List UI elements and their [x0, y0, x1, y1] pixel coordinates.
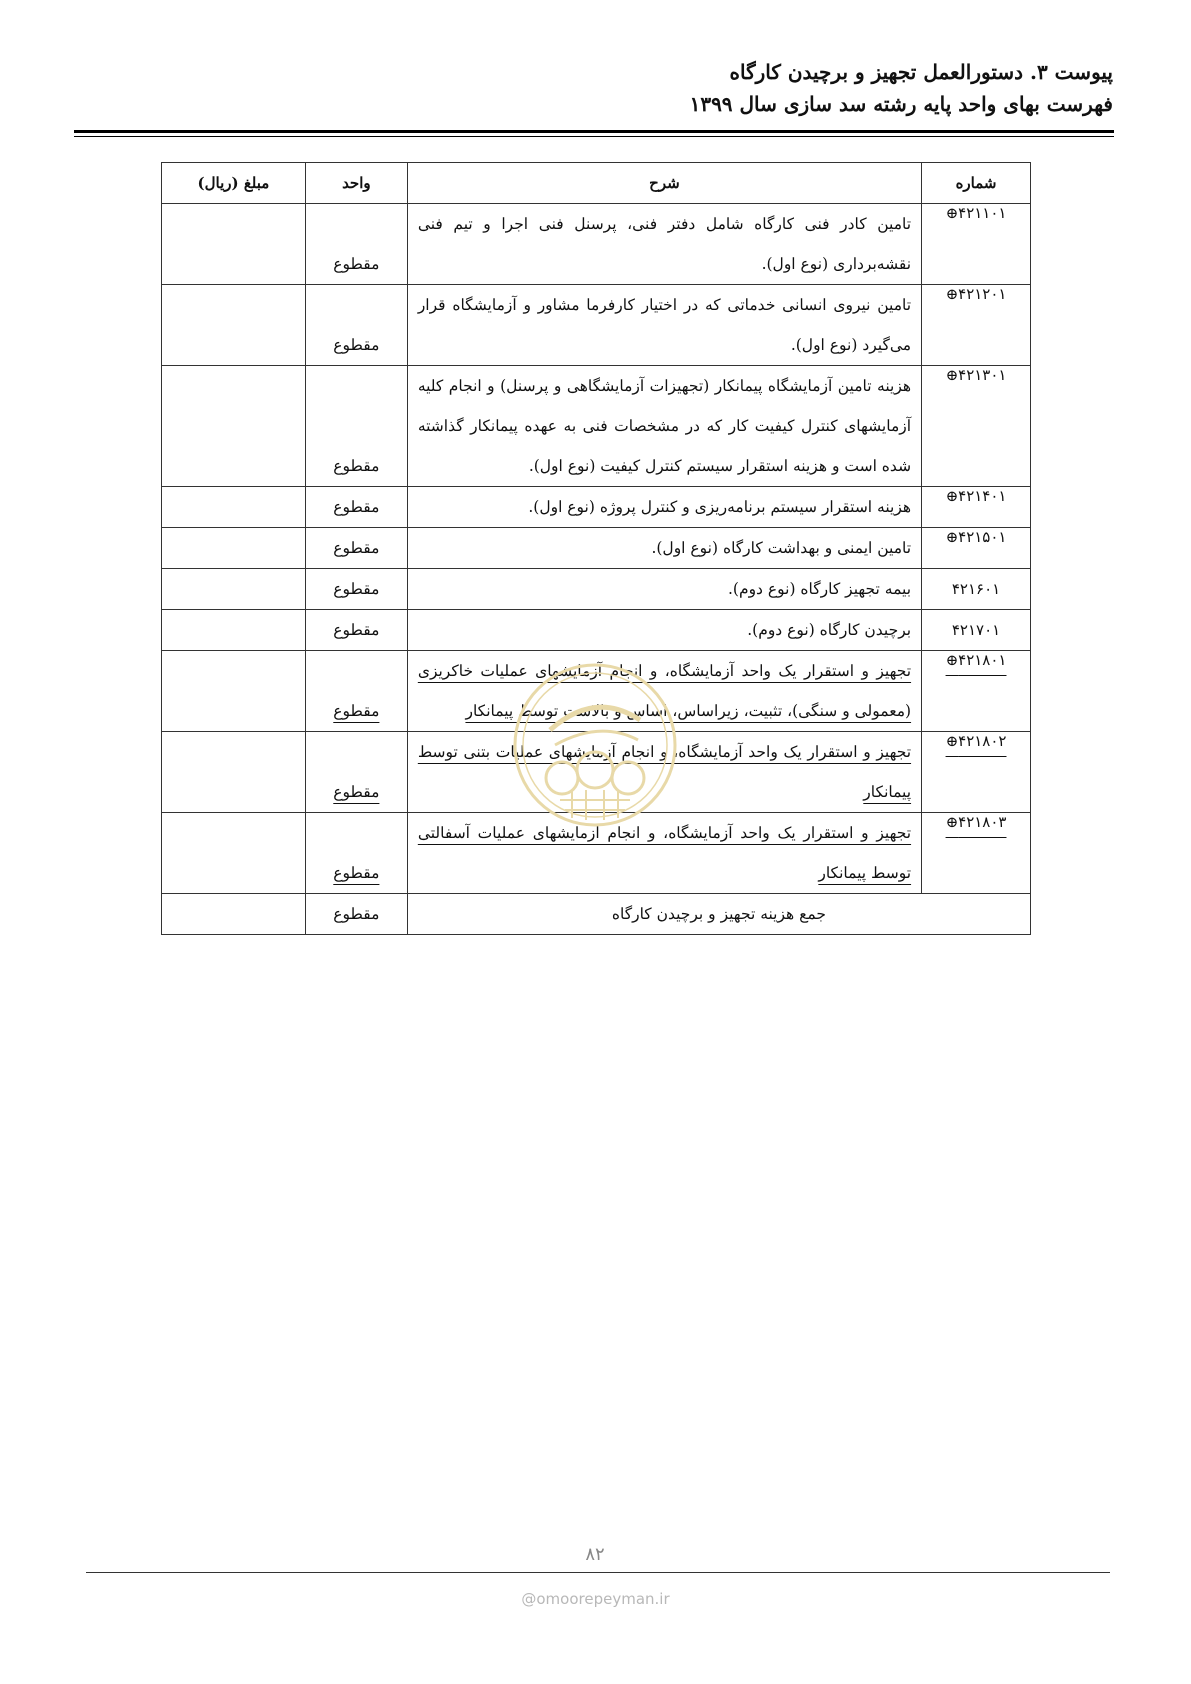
row-description: تامین ایمنی و بهداشت کارگاه (نوع اول). — [407, 528, 921, 569]
row-amount — [162, 528, 306, 569]
row-description: بیمه تجهیز کارگاه (نوع دوم). — [407, 569, 921, 610]
row-description: تامین کادر فنی کارگاه شامل دفتر فنی، پرسنل فنی اجرا و تیم فنی نقشه‌برداری (نوع اول). — [407, 204, 921, 285]
row-description: برچیدن کارگاه (نوع دوم). — [407, 610, 921, 651]
header-subtitle: فهرست بهای واحد پایه رشته سد سازی سال ۱۳۹۹ — [689, 92, 1113, 116]
table-row — [162, 528, 1031, 569]
table-total-row — [162, 894, 1031, 935]
row-unit: مقطوع — [305, 528, 407, 569]
marker-icon: ⊕ — [945, 528, 959, 546]
row-number: ۴۲۱۱۰۱⊕ — [922, 204, 1031, 285]
marker-icon: ⊕ — [945, 651, 959, 669]
row-number: ۴۲۱۸۰۳⊕ — [922, 813, 1031, 894]
row-unit: مقطوع — [305, 651, 407, 732]
row-description: تجهیز و استقرار یک واحد آزمایشگاه، و انجام آزمایشهای عملیات بتنی توسط پیمانکار — [407, 732, 921, 813]
row-number: ۴۲۱۸۰۱⊕ — [922, 651, 1031, 732]
marker-icon: ⊕ — [945, 285, 959, 303]
row-unit: مقطوع — [305, 285, 407, 366]
row-description: هزینه استقرار سیستم برنامه‌ریزی و کنترل پروژه (نوع اول). — [407, 487, 921, 528]
row-amount — [162, 813, 306, 894]
table-row — [162, 610, 1031, 651]
marker-icon: ⊕ — [945, 366, 959, 384]
row-number: ۴۲۱۵۰۱⊕ — [922, 528, 1031, 569]
header-number: شماره — [922, 163, 1031, 204]
row-unit: مقطوع — [305, 204, 407, 285]
row-description: تجهیز و استقرار یک واحد آزمایشگاه، و انجام آزمایشهای عملیات خاکریزی (معمولی و سنگی)، تثبیت، زیراساس، اساس و بالاست توسط پیمانکار — [407, 651, 921, 732]
row-unit: مقطوع — [305, 610, 407, 651]
total-amount — [162, 894, 306, 935]
footer-site: @omoorepeyman.ir — [521, 1590, 670, 1608]
row-amount — [162, 569, 306, 610]
header-unit: واحد — [305, 163, 407, 204]
header-description: شرح — [407, 163, 921, 204]
row-amount — [162, 651, 306, 732]
header-title: پیوست ۳. دستورالعمل تجهیز و برچیدن کارگاه — [729, 60, 1113, 84]
row-amount — [162, 366, 306, 487]
row-description: تجهیز و استقرار یک واحد آزمایشگاه، و انجام آزمایشهای عملیات آسفالتی توسط پیمانکار — [407, 813, 921, 894]
row-amount — [162, 204, 306, 285]
table-row — [162, 285, 1031, 366]
row-amount — [162, 732, 306, 813]
row-unit: مقطوع — [305, 569, 407, 610]
marker-icon: ⊕ — [945, 487, 959, 505]
row-number: ۴۲۱۶۰۱ — [922, 569, 1031, 610]
total-unit: مقطوع — [305, 894, 407, 935]
footer-rule — [86, 1572, 1110, 1573]
table-header-row — [162, 163, 1031, 204]
header-amount: مبلغ (ریال) — [162, 163, 306, 204]
header-rule-thin — [74, 136, 1114, 137]
row-amount — [162, 610, 306, 651]
table-row — [162, 366, 1031, 487]
marker-icon: ⊕ — [945, 204, 959, 222]
total-label: جمع هزینه تجهیز و برچیدن کارگاه — [407, 894, 1030, 935]
row-description: تامین نیروی انسانی خدماتی که در اختیار کارفرما مشاور و آزمایشگاه قرار می‌گیرد (نوع اول). — [407, 285, 921, 366]
row-amount — [162, 487, 306, 528]
header-rule-thick — [74, 130, 1114, 133]
row-unit: مقطوع — [305, 487, 407, 528]
marker-icon: ⊕ — [945, 732, 959, 750]
row-amount — [162, 285, 306, 366]
row-number: ۴۲۱۸۰۲⊕ — [922, 732, 1031, 813]
row-unit: مقطوع — [305, 366, 407, 487]
marker-icon: ⊕ — [945, 813, 959, 831]
watermark-stamp-icon — [510, 660, 680, 830]
table-row — [162, 487, 1031, 528]
row-unit: مقطوع — [305, 813, 407, 894]
row-number: ۴۲۱۷۰۱ — [922, 610, 1031, 651]
row-number: ۴۲۱۲۰۱⊕ — [922, 285, 1031, 366]
page-number: ۸۲ — [585, 1544, 605, 1565]
row-number: ۴۲۱۳۰۱⊕ — [922, 366, 1031, 487]
row-description: هزینه تامین آزمایشگاه پیمانکار (تجهیزات آزمایشگاهی و پرسنل) و انجام کلیه آزمایشهای کنترل کیفیت کار که در مشخصات فنی به عهده پیمانکار گذاشته شده است و هزینه استقرار سیستم کنترل کیفیت (نوع اول). — [407, 366, 921, 487]
page-header — [73, 56, 1113, 120]
table-row — [162, 204, 1031, 285]
table-row — [162, 569, 1031, 610]
row-number: ۴۲۱۴۰۱⊕ — [922, 487, 1031, 528]
row-unit: مقطوع — [305, 732, 407, 813]
